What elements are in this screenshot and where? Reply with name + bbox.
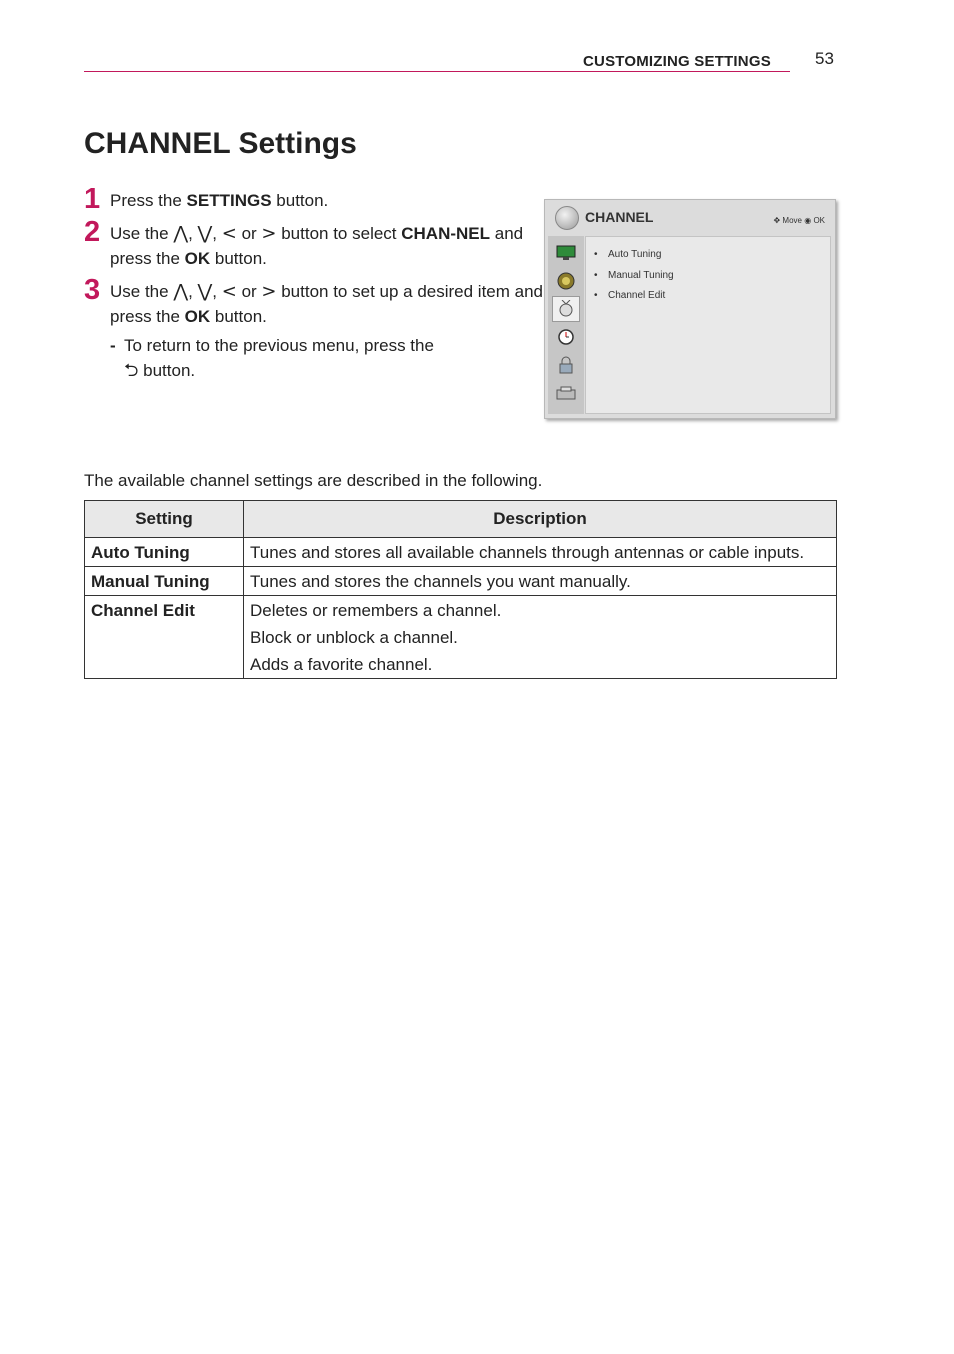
channel-keyword: CHAN-NEL [401, 224, 491, 243]
settings-table [84, 500, 837, 679]
tv-menu [594, 249, 674, 311]
setting-cell: Auto Tuning [85, 538, 244, 567]
description-line: Tunes and stores the channels you want manually. [250, 572, 631, 591]
note-text: button. [138, 361, 196, 380]
ok-keyword: OK [184, 249, 211, 268]
tv-menu-item[interactable]: • Auto Tuning [594, 249, 662, 260]
description-line: Tunes and stores all available channels through antennas or cable inputs. [250, 543, 805, 562]
ok-button-icon: ◉ [804, 216, 812, 225]
step-text: , [188, 224, 198, 243]
step-text: Press the [110, 191, 187, 210]
hint-ok: OK [813, 216, 825, 225]
down-arrow-icon: ⋁ [197, 223, 213, 244]
tv-logo-icon [555, 206, 579, 230]
settings-keyword: SETTINGS [186, 191, 272, 210]
tv-header [545, 200, 835, 234]
note-dash: - [110, 336, 116, 355]
hint-move: Move [782, 216, 802, 225]
note-text: To return to the previous menu, press the [124, 336, 434, 355]
step-text: or [236, 282, 262, 301]
tv-menu-item[interactable]: • Manual Tuning [594, 269, 674, 281]
right-arrow-icon: > [261, 223, 277, 244]
step-2 [84, 216, 544, 271]
up-arrow-icon: ⋀ [173, 223, 189, 244]
audio-icon[interactable] [552, 268, 580, 294]
table-row [85, 567, 837, 596]
tv-menu-item-label: Manual Tuning [608, 269, 674, 281]
tv-screen [544, 199, 836, 419]
step-text: , [212, 224, 222, 243]
tv-title: CHANNEL [585, 209, 654, 225]
down-arrow-icon: ⋁ [197, 281, 213, 302]
section-label: CUSTOMIZING SETTINGS [583, 53, 771, 70]
column-header-description: Description [244, 501, 837, 538]
left-arrow-icon: < [221, 281, 237, 302]
table-header-row [85, 501, 837, 538]
step-text: button. [210, 249, 267, 268]
lock-icon[interactable] [552, 352, 580, 378]
step-text: Use the [110, 282, 174, 301]
description-line: Block or unblock a channel. [250, 628, 458, 647]
option-icon[interactable] [552, 380, 580, 406]
page-number: 53 [815, 49, 834, 68]
up-arrow-icon: ⋀ [173, 281, 189, 302]
step-text: and press the [110, 224, 524, 268]
step-text: , [188, 282, 198, 301]
step-1 [84, 183, 544, 215]
left-arrow-icon: < [221, 223, 237, 244]
step-text: button to set up a desired item and press the [110, 282, 544, 326]
table-row [85, 596, 837, 679]
step-number: 3 [84, 274, 101, 306]
tv-menu-item-label: Auto Tuning [608, 249, 662, 260]
description-line: Adds a favorite channel. [250, 655, 433, 674]
step-number: 2 [84, 216, 101, 248]
table-row [85, 538, 837, 567]
channel-icon[interactable] [552, 296, 580, 322]
tv-sidebar [548, 236, 584, 414]
step-3 [84, 274, 544, 329]
clock-icon[interactable] [552, 324, 580, 350]
step-number: 1 [84, 183, 101, 215]
right-arrow-icon: > [261, 281, 277, 302]
step-text: button. [210, 307, 267, 326]
back-arrow-icon: ⮌ [124, 360, 139, 381]
header-rule [84, 71, 790, 72]
step-note [84, 333, 544, 383]
step-text: Use the [110, 224, 174, 243]
description-cell [244, 567, 837, 596]
description-cell [244, 538, 837, 567]
intro-text: The available channel settings are described in the following. [84, 471, 543, 490]
steps [84, 183, 544, 383]
tv-hint [773, 216, 825, 225]
tv-menu-item[interactable]: • Channel Edit [594, 290, 666, 301]
column-header-setting: Setting [85, 501, 244, 538]
setting-cell: Manual Tuning [85, 567, 244, 596]
tv-menu-item-label: Channel Edit [608, 290, 666, 301]
step-text: or [236, 224, 262, 243]
page-title: CHANNEL Settings [84, 127, 357, 160]
step-text: button. [271, 191, 329, 210]
description-line: Deletes or remembers a channel. [250, 601, 502, 620]
ok-keyword: OK [184, 307, 211, 326]
tv-content [585, 236, 831, 414]
move-icon: ✥ [773, 216, 781, 225]
picture-icon[interactable] [552, 240, 580, 266]
step-text: button to select [276, 224, 402, 243]
description-cell [244, 596, 837, 679]
setting-cell: Channel Edit [85, 596, 244, 679]
step-text: , [212, 282, 222, 301]
